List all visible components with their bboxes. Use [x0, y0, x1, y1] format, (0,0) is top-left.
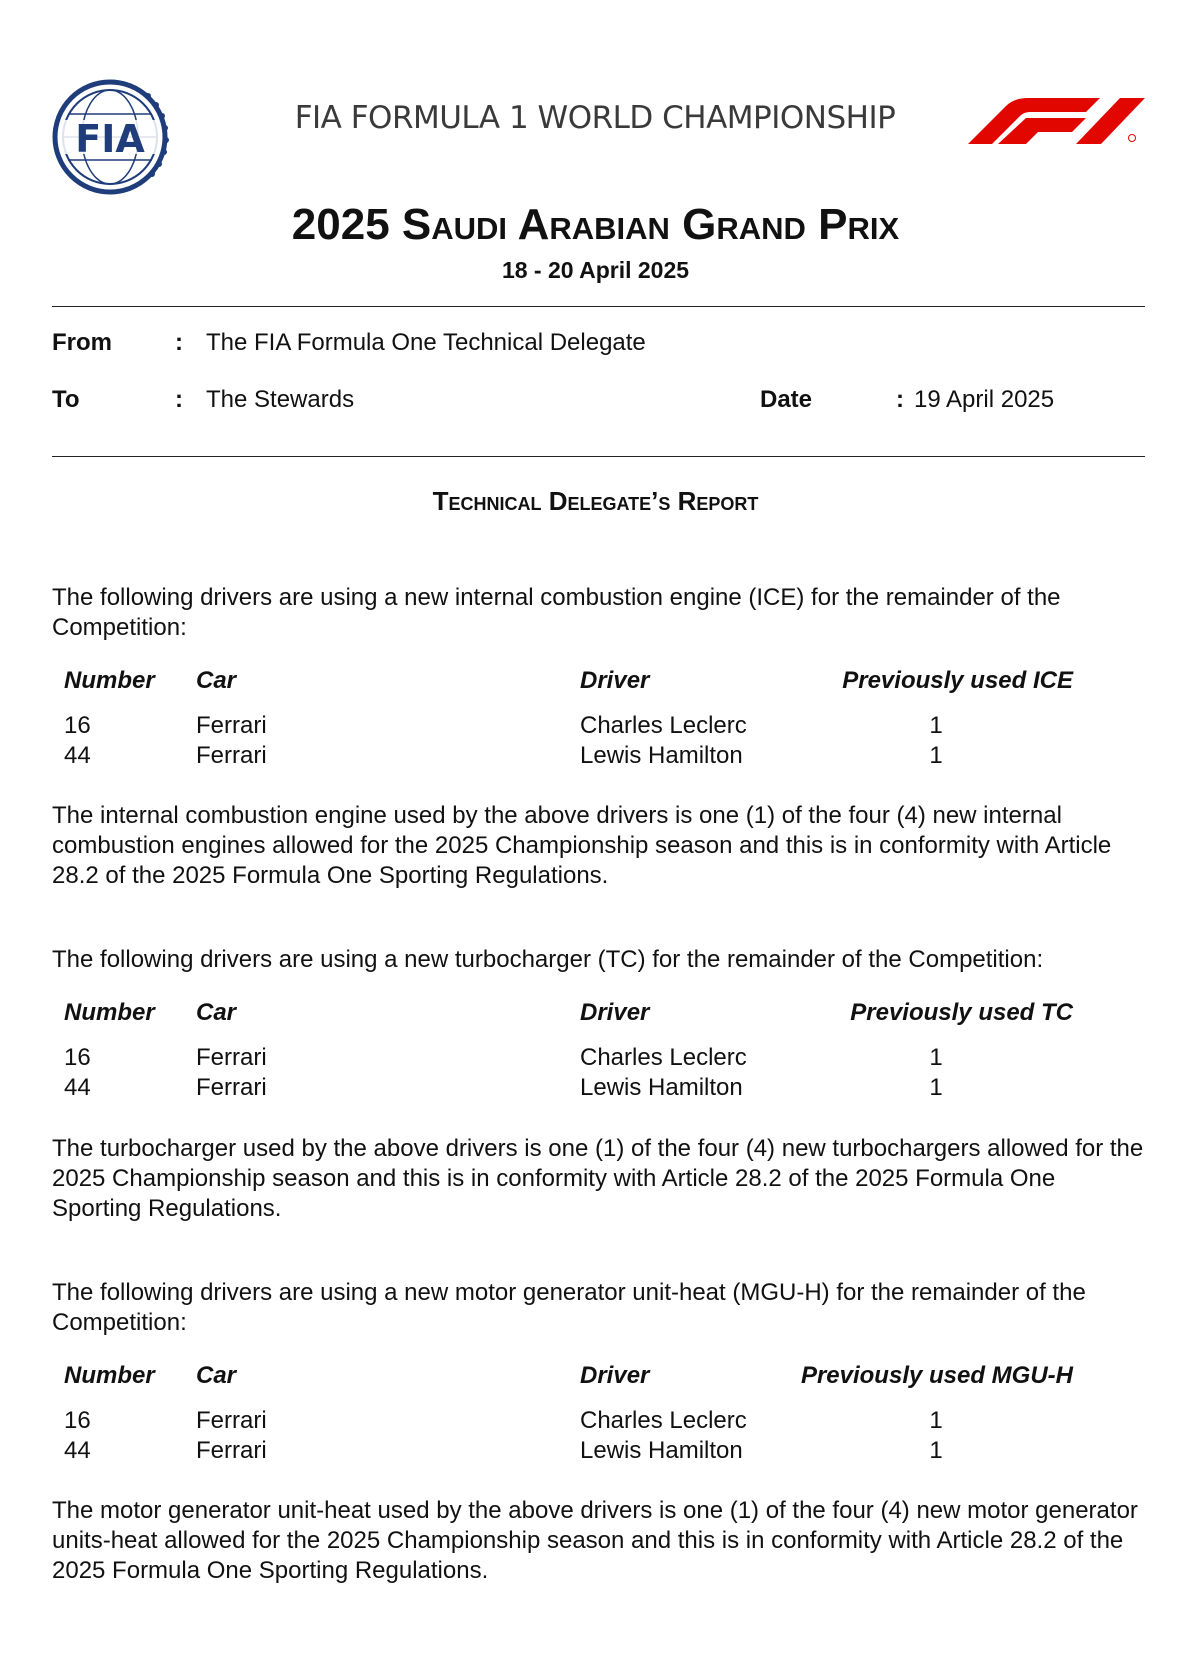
column-header-number: Number	[64, 667, 155, 694]
from-value: The FIA Formula One Technical Delegate	[206, 329, 646, 356]
fia-logo	[52, 76, 176, 198]
row-previous: 1	[929, 742, 943, 769]
date-value: 19 April 2025	[914, 386, 1055, 413]
row-number: 16	[64, 1407, 91, 1434]
to-label: To	[52, 386, 80, 413]
f1-logo	[968, 94, 1145, 146]
row-driver: Lewis Hamilton	[580, 742, 743, 769]
column-header-driver: Driver	[580, 667, 650, 694]
date-separator: :	[896, 386, 904, 413]
section-intro: The following drivers are using a new turbocharger (TC) for the remainder of the Competition:	[52, 946, 1044, 973]
column-header-driver: Driver	[580, 1362, 650, 1389]
column-header-car: Car	[196, 667, 237, 694]
to-value: The Stewards	[206, 386, 355, 413]
row-previous: 1	[929, 1407, 943, 1434]
section-note: The motor generator unit-heat used by the above drivers is one (1) of the four (4) new motor generator units-heat allowed for the 2025 Championship season and this is in conformity with Article 28.2 of the 2025 Formula One Sporting Regulations.	[52, 1497, 1138, 1584]
row-driver: Lewis Hamilton	[580, 1074, 743, 1101]
row-car: Ferrari	[196, 1044, 267, 1071]
row-number: 44	[64, 742, 91, 769]
column-header-previous: Previously used TC	[850, 999, 1073, 1026]
row-previous: 1	[929, 1437, 943, 1464]
row-number: 16	[64, 712, 91, 739]
event-title: 2025 Saudi Arabian Grand Prix	[291, 200, 900, 249]
to-separator: :	[175, 386, 183, 413]
row-driver: Lewis Hamilton	[580, 1437, 743, 1464]
event-dates: 18 - 20 April 2025	[501, 257, 690, 283]
report-title: Technical Delegate’s Report	[432, 486, 759, 516]
row-car: Ferrari	[196, 712, 267, 739]
section-intro: The following drivers are using a new internal combustion engine (ICE) for the remainder of the Competition:	[52, 584, 1061, 641]
section-note: The internal combustion engine used by the above drivers is one (1) of the four (4) new internal combustion engines allowed for the 2025 Championship season and this is in conformity with Article 28.2 of the 2025 Formula One Sporting Regulations.	[52, 802, 1112, 889]
row-previous: 1	[929, 712, 943, 739]
from-separator: :	[175, 329, 183, 356]
divider-top	[52, 306, 1145, 307]
column-header-previous: Previously used ICE	[842, 667, 1073, 694]
column-header-car: Car	[196, 999, 237, 1026]
row-number: 16	[64, 1044, 91, 1071]
section-note: The turbocharger used by the above drivers is one (1) of the four (4) new turbochargers allowed for the 2025 Championship season and this is in conformity with Article 28.2 of the 2025 Formula One Sporting Regulations.	[52, 1135, 1144, 1222]
row-car: Ferrari	[196, 1074, 267, 1101]
column-header-car: Car	[196, 1362, 237, 1389]
column-header-previous: Previously used MGU-H	[800, 1362, 1073, 1389]
championship-title: FIA FORMULA 1 WORLD CHAMPIONSHIP	[294, 100, 896, 136]
date-label: Date	[760, 386, 813, 413]
row-previous: 1	[929, 1074, 943, 1101]
column-header-number: Number	[64, 999, 155, 1026]
row-driver: Charles Leclerc	[580, 1407, 747, 1434]
row-car: Ferrari	[196, 1437, 267, 1464]
section-intro: The following drivers are using a new motor generator unit-heat (MGU-H) for the remainder of the Competition:	[52, 1279, 1086, 1336]
column-header-driver: Driver	[580, 999, 650, 1026]
row-number: 44	[64, 1437, 91, 1464]
row-driver: Charles Leclerc	[580, 712, 747, 739]
divider-bottom	[52, 456, 1145, 457]
row-car: Ferrari	[196, 1407, 267, 1434]
row-car: Ferrari	[196, 742, 267, 769]
column-header-number: Number	[64, 1362, 155, 1389]
fia-logo-text: FIA	[75, 117, 145, 161]
from-label: From	[52, 329, 112, 356]
row-driver: Charles Leclerc	[580, 1044, 747, 1071]
row-previous: 1	[929, 1044, 943, 1071]
row-number: 44	[64, 1074, 91, 1101]
